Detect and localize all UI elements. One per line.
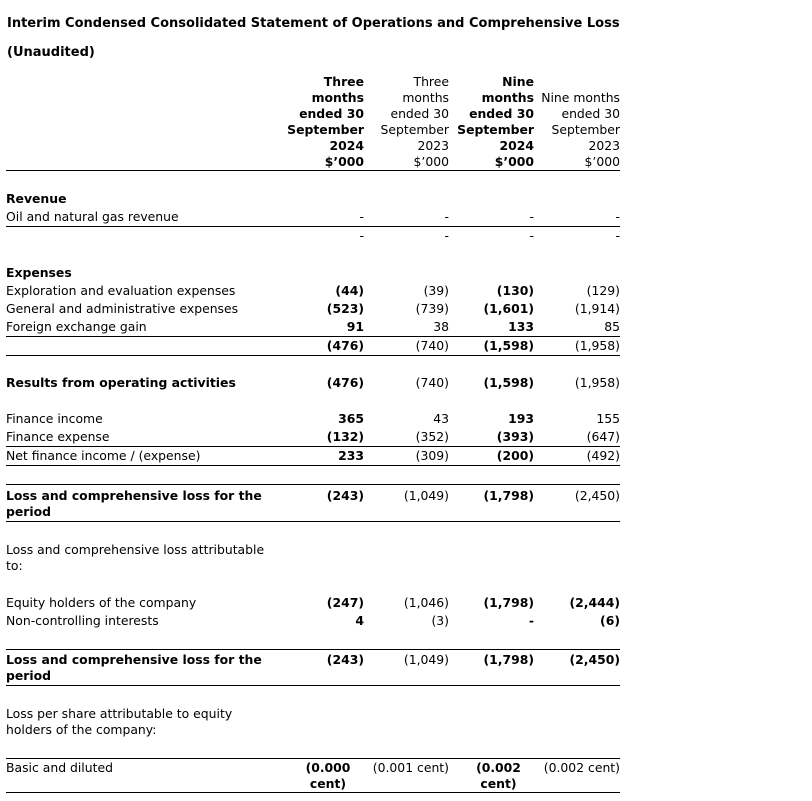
value-cell: (309) <box>364 447 449 466</box>
table-row <box>6 594 620 612</box>
value-cell: - <box>282 208 364 227</box>
table-row <box>6 318 620 337</box>
spacer-row <box>6 466 620 485</box>
value-cell: 155 <box>596 411 620 426</box>
row-label: Basic and diluted <box>6 759 282 793</box>
value-cell: - <box>359 228 364 243</box>
value-cell: (740) <box>415 375 449 390</box>
value-cell: 133 <box>449 318 534 337</box>
value-cell: (132) <box>282 428 364 447</box>
per-share-heading-row <box>6 706 620 738</box>
header-line: 2023 <box>588 138 620 153</box>
value-cell: (130) <box>496 283 534 298</box>
header-label-cell <box>6 74 282 171</box>
value-cell: (243) <box>282 650 364 686</box>
value-cell: (476) <box>282 337 364 356</box>
spacer-row <box>6 738 620 759</box>
spacer-row <box>6 686 620 707</box>
row-label: Non-controlling interests <box>6 613 159 628</box>
value-cell: (1,598) <box>483 375 534 390</box>
empty-cell <box>282 706 620 738</box>
loss-for-period-row <box>6 485 620 522</box>
loss-for-period-total-row <box>6 650 620 686</box>
value-cell: (0.000 cent) <box>282 759 364 793</box>
value-cell: (0.001 cent) <box>364 759 449 793</box>
spacer-row <box>6 171 620 191</box>
value-cell: - <box>529 228 534 243</box>
revenue-heading-row <box>6 190 620 208</box>
header-line: Nine months <box>541 90 620 105</box>
value-cell: (0.002 cent) <box>449 759 534 793</box>
header-line: ended 30 <box>299 106 364 121</box>
value-cell: - <box>449 208 534 227</box>
spacer-row <box>6 522 620 543</box>
operating-results-row <box>6 374 620 392</box>
table-row <box>6 410 620 428</box>
value-cell: 38 <box>364 318 449 337</box>
value-cell: (3) <box>431 613 449 628</box>
header-line: $’000 <box>494 154 534 169</box>
value-cell: (44) <box>335 283 364 298</box>
header-line: $’000 <box>324 154 364 169</box>
header-line: Three <box>323 74 364 89</box>
basic-diluted-row <box>6 759 620 793</box>
value-cell: (492) <box>534 447 620 466</box>
header-line: Nine <box>502 74 534 89</box>
value-cell: (647) <box>534 428 620 447</box>
row-label: Foreign exchange gain <box>6 318 282 337</box>
header-line: September <box>380 122 449 137</box>
value-cell: 91 <box>282 318 364 337</box>
row-label <box>6 227 282 246</box>
statement-subtitle: (Unaudited) <box>7 45 95 60</box>
header-spacer <box>534 74 620 90</box>
row-label: General and administrative expenses <box>6 301 239 316</box>
header-line: 2024 <box>499 138 534 153</box>
value-cell: (476) <box>326 375 364 390</box>
value-cell: (2,450) <box>534 485 620 522</box>
spacer-row <box>6 356 620 375</box>
row-label: Loss and comprehensive loss for the period <box>6 650 282 686</box>
row-label: Finance income <box>6 411 103 426</box>
income-statement-table <box>6 74 620 793</box>
header-line: September <box>457 122 534 137</box>
value-cell: 85 <box>534 318 620 337</box>
value-cell: - <box>534 208 620 227</box>
header-line: months <box>402 90 449 105</box>
value-cell: (1,958) <box>534 337 620 356</box>
header-line: 2023 <box>417 138 449 153</box>
value-cell: 365 <box>338 411 364 426</box>
value-cell: 233 <box>282 447 364 466</box>
value-cell: (1,598) <box>449 337 534 356</box>
table-row <box>6 612 620 630</box>
table-row <box>6 300 620 318</box>
row-label: Results from operating activities <box>6 375 236 390</box>
value-cell: (1,798) <box>449 485 534 522</box>
row-label <box>6 337 282 356</box>
value-cell: (1,958) <box>574 375 620 390</box>
per-share-heading: Loss per share attributable to equity holders of the company: <box>6 706 233 737</box>
value-cell: (1,798) <box>483 595 534 610</box>
column-header-q3-2024 <box>282 74 364 171</box>
header-line: months <box>311 90 364 105</box>
value-cell: 193 <box>508 411 534 426</box>
value-cell: - <box>615 228 620 243</box>
table-row <box>6 282 620 300</box>
value-cell: (393) <box>449 428 534 447</box>
value-cell: (2,444) <box>569 595 620 610</box>
statement-title: Interim Condensed Consolidated Statement of Operations and Comprehensive Loss <box>7 16 620 31</box>
attributable-heading: Loss and comprehensive loss attributable to: <box>6 542 265 573</box>
revenue-heading: Revenue <box>6 191 67 206</box>
table-row <box>6 428 620 447</box>
spacer-row <box>6 630 620 650</box>
value-cell: (39) <box>423 283 449 298</box>
expenses-total-row <box>6 337 620 356</box>
row-label: Loss and comprehensive loss for the period <box>6 485 282 522</box>
header-line: $’000 <box>584 154 620 169</box>
table-row <box>6 208 620 227</box>
expenses-heading-row <box>6 264 620 282</box>
row-label: Net finance income / (expense) <box>6 447 282 466</box>
header-line: $’000 <box>413 154 449 169</box>
value-cell: (739) <box>415 301 449 316</box>
column-header-9m-2023 <box>534 74 620 171</box>
value-cell: - <box>364 208 449 227</box>
header-line: 2024 <box>329 138 364 153</box>
spacer-row <box>6 245 620 264</box>
row-label: Equity holders of the company <box>6 595 197 610</box>
value-cell: (1,049) <box>364 650 449 686</box>
value-cell: (1,798) <box>449 650 534 686</box>
value-cell: (1,601) <box>483 301 534 316</box>
header-line: ended 30 <box>561 106 620 121</box>
row-label: Exploration and evaluation expenses <box>6 283 236 298</box>
net-finance-row <box>6 447 620 466</box>
value-cell: (2,450) <box>534 650 620 686</box>
row-label: Finance expense <box>6 428 282 447</box>
spacer-row <box>6 574 620 594</box>
header-line: September <box>287 122 364 137</box>
revenue-total-row <box>6 227 620 246</box>
value-cell: (1,049) <box>364 485 449 522</box>
value-cell: 43 <box>433 411 449 426</box>
value-cell: (740) <box>364 337 449 356</box>
header-line: months <box>481 90 534 105</box>
expenses-heading: Expenses <box>6 265 72 280</box>
header-line: Three <box>413 74 449 89</box>
value-cell: (6) <box>600 613 620 628</box>
value-cell: (523) <box>326 301 364 316</box>
value-cell: (247) <box>326 595 364 610</box>
spacer-row <box>6 392 620 410</box>
value-cell: (243) <box>282 485 364 522</box>
value-cell: - <box>444 228 449 243</box>
value-cell: (129) <box>586 283 620 298</box>
row-label: Oil and natural gas revenue <box>6 208 282 227</box>
value-cell: (352) <box>364 428 449 447</box>
value-cell: 4 <box>355 613 364 628</box>
attributable-heading-row <box>6 542 620 574</box>
column-header-row <box>6 74 620 171</box>
value-cell: (0.002 cent) <box>534 759 620 793</box>
value-cell: (1,046) <box>403 595 449 610</box>
header-line: ended 30 <box>390 106 449 121</box>
value-cell: - <box>528 613 534 628</box>
value-cell: (200) <box>449 447 534 466</box>
header-line: ended 30 <box>469 106 534 121</box>
header-line: September <box>551 122 620 137</box>
column-header-q3-2023 <box>364 74 449 171</box>
column-header-9m-2024 <box>449 74 534 171</box>
value-cell: (1,914) <box>574 301 620 316</box>
empty-cell <box>282 542 620 574</box>
